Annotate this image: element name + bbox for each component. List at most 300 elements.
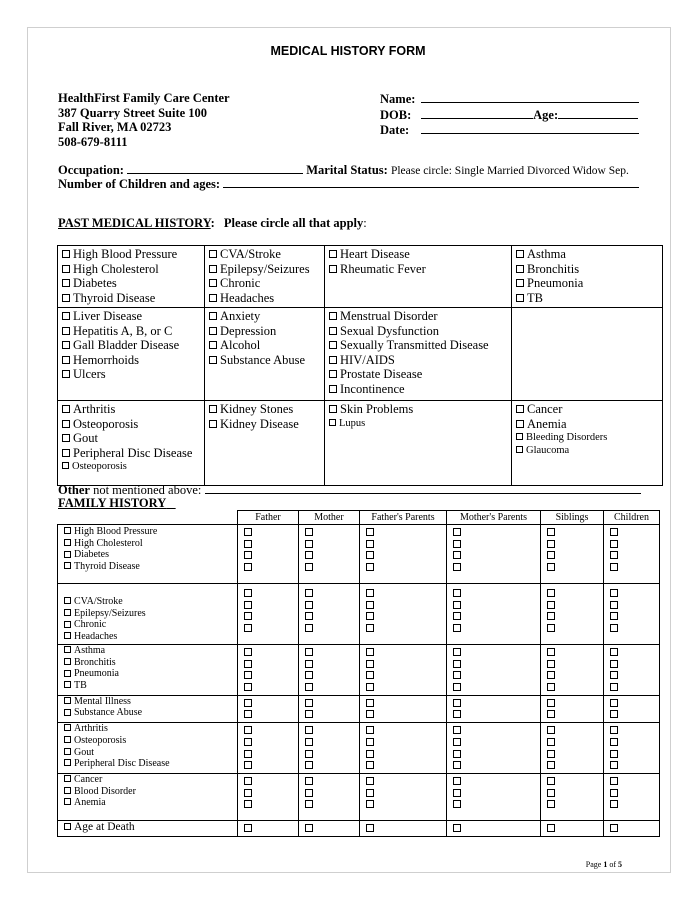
checkbox-icon[interactable] bbox=[305, 789, 313, 797]
checkbox-icon[interactable] bbox=[305, 738, 313, 746]
condition-checkbox-item[interactable] bbox=[516, 402, 658, 417]
checkbox-icon[interactable] bbox=[329, 250, 337, 258]
condition-checkbox-item[interactable] bbox=[64, 538, 237, 550]
condition-checkbox-item[interactable] bbox=[516, 247, 658, 262]
condition-checkbox-item[interactable] bbox=[329, 353, 507, 368]
checkbox-icon[interactable] bbox=[453, 528, 461, 536]
checkbox-icon[interactable] bbox=[244, 824, 252, 832]
condition-checkbox-item[interactable] bbox=[64, 619, 237, 631]
name-field[interactable] bbox=[421, 91, 639, 103]
family-member-cell bbox=[447, 773, 541, 820]
condition-checkbox-item[interactable] bbox=[209, 247, 320, 262]
checkbox-icon[interactable] bbox=[453, 648, 461, 656]
checkbox-icon[interactable] bbox=[547, 671, 555, 679]
checkbox-icon[interactable] bbox=[610, 612, 618, 620]
checkbox-icon[interactable] bbox=[366, 648, 374, 656]
condition-checkbox-item[interactable] bbox=[209, 402, 320, 417]
checkbox-icon[interactable] bbox=[305, 601, 313, 609]
condition-checkbox-item[interactable] bbox=[62, 353, 200, 368]
checkbox-icon[interactable] bbox=[453, 800, 461, 808]
checkbox-icon[interactable] bbox=[547, 710, 555, 718]
condition-checkbox-item[interactable] bbox=[62, 247, 200, 262]
checkbox-icon[interactable] bbox=[610, 800, 618, 808]
checkbox-icon[interactable] bbox=[366, 789, 374, 797]
condition-checkbox-item[interactable] bbox=[516, 291, 658, 306]
checkbox-icon[interactable] bbox=[62, 341, 70, 349]
condition-checkbox-item[interactable] bbox=[62, 338, 200, 353]
checkbox-icon[interactable] bbox=[64, 646, 71, 653]
past-history-cell bbox=[58, 308, 205, 401]
checkbox-icon[interactable] bbox=[64, 681, 71, 688]
other-label: Other bbox=[58, 483, 90, 497]
checkbox-icon[interactable] bbox=[547, 589, 555, 597]
checkbox-icon[interactable] bbox=[64, 709, 71, 716]
condition-checkbox-item[interactable] bbox=[516, 276, 658, 291]
checkbox-icon[interactable] bbox=[64, 527, 71, 534]
checkbox-icon[interactable] bbox=[547, 648, 555, 656]
checkbox-icon[interactable] bbox=[305, 563, 313, 571]
checkbox-icon[interactable] bbox=[453, 624, 461, 632]
checkbox-icon[interactable] bbox=[62, 449, 70, 457]
checkbox-icon[interactable] bbox=[244, 761, 252, 769]
checkbox-icon[interactable] bbox=[209, 341, 217, 349]
checkbox-icon[interactable] bbox=[547, 738, 555, 746]
family-member-cell bbox=[604, 773, 660, 820]
condition-checkbox-item[interactable] bbox=[209, 324, 320, 339]
checkbox-icon[interactable] bbox=[453, 660, 461, 668]
checkbox-icon[interactable] bbox=[453, 671, 461, 679]
checkbox-icon[interactable] bbox=[209, 327, 217, 335]
checkbox-icon[interactable] bbox=[610, 551, 618, 559]
condition-checkbox-item[interactable] bbox=[329, 309, 507, 324]
checkbox-icon[interactable] bbox=[366, 750, 374, 758]
checkbox-icon[interactable] bbox=[547, 612, 555, 620]
condition-checkbox-item[interactable] bbox=[64, 645, 237, 657]
condition-checkbox-item[interactable] bbox=[64, 561, 237, 573]
checkbox-icon[interactable] bbox=[366, 699, 374, 707]
checkbox-icon[interactable] bbox=[453, 601, 461, 609]
checkbox-icon[interactable] bbox=[244, 750, 252, 758]
checkbox-icon[interactable] bbox=[62, 279, 70, 287]
condition-checkbox-item[interactable] bbox=[209, 262, 320, 277]
checkbox-icon[interactable] bbox=[610, 671, 618, 679]
checkbox-icon[interactable] bbox=[516, 265, 524, 273]
checkbox-icon[interactable] bbox=[366, 528, 374, 536]
checkbox-icon[interactable] bbox=[305, 589, 313, 597]
checkbox-icon[interactable] bbox=[329, 312, 337, 320]
condition-checkbox-item[interactable] bbox=[329, 382, 507, 397]
family-member-cell bbox=[299, 584, 360, 645]
checkbox-icon[interactable] bbox=[366, 671, 374, 679]
checkbox-icon[interactable] bbox=[305, 671, 313, 679]
condition-checkbox-item[interactable] bbox=[64, 608, 237, 620]
checkbox-icon[interactable] bbox=[64, 724, 71, 731]
condition-checkbox-item[interactable] bbox=[516, 417, 658, 432]
checkbox-icon[interactable] bbox=[305, 624, 313, 632]
checkbox-icon[interactable] bbox=[64, 697, 71, 704]
checkbox-icon[interactable] bbox=[516, 279, 524, 287]
condition-checkbox-item[interactable] bbox=[329, 338, 507, 353]
checkbox-icon[interactable] bbox=[453, 726, 461, 734]
checkbox-icon[interactable] bbox=[64, 658, 71, 665]
checkbox-icon[interactable] bbox=[64, 562, 71, 569]
condition-checkbox-item[interactable] bbox=[62, 291, 200, 306]
checkbox-icon[interactable] bbox=[547, 540, 555, 548]
checkbox-icon[interactable] bbox=[244, 710, 252, 718]
checkbox-icon[interactable] bbox=[329, 370, 337, 378]
checkbox-icon[interactable] bbox=[244, 648, 252, 656]
checkbox-icon[interactable] bbox=[209, 405, 217, 413]
checkbox-icon[interactable] bbox=[453, 761, 461, 769]
checkbox-icon[interactable] bbox=[62, 462, 69, 469]
checkbox-icon[interactable] bbox=[305, 800, 313, 808]
checkbox-icon[interactable] bbox=[64, 621, 71, 628]
condition-checkbox-item[interactable] bbox=[62, 417, 200, 432]
checkbox-icon[interactable] bbox=[64, 748, 71, 755]
checkbox-icon[interactable] bbox=[366, 761, 374, 769]
condition-checkbox-item[interactable] bbox=[64, 668, 237, 680]
checkbox-icon[interactable] bbox=[244, 660, 252, 668]
checkbox-icon[interactable] bbox=[64, 775, 71, 782]
family-member-cell bbox=[604, 820, 660, 836]
checkbox-icon[interactable] bbox=[209, 356, 217, 364]
checkbox-icon[interactable] bbox=[64, 597, 71, 604]
checkbox-icon[interactable] bbox=[329, 385, 337, 393]
condition-label: Blood Disorder bbox=[74, 785, 136, 797]
checkbox-icon[interactable] bbox=[366, 589, 374, 597]
checkbox-icon[interactable] bbox=[64, 798, 71, 805]
checkbox-icon[interactable] bbox=[547, 750, 555, 758]
checkbox-icon[interactable] bbox=[547, 563, 555, 571]
checkbox-icon[interactable] bbox=[329, 327, 337, 335]
checkbox-icon[interactable] bbox=[366, 540, 374, 548]
family-history-row bbox=[58, 584, 660, 645]
checkbox-icon[interactable] bbox=[453, 551, 461, 559]
checkbox-icon[interactable] bbox=[62, 370, 70, 378]
condition-checkbox-item[interactable] bbox=[62, 431, 200, 446]
checkbox-icon[interactable] bbox=[453, 683, 461, 691]
checkbox-icon[interactable] bbox=[244, 789, 252, 797]
other-field[interactable] bbox=[205, 482, 641, 494]
checkbox-icon[interactable] bbox=[610, 761, 618, 769]
clinic-city: Fall River, MA 02723 bbox=[58, 120, 172, 134]
checkbox-icon[interactable] bbox=[610, 789, 618, 797]
condition-label: Mental Illness bbox=[74, 695, 131, 707]
condition-checkbox-item[interactable] bbox=[64, 680, 237, 692]
checkbox-icon[interactable] bbox=[62, 356, 70, 364]
checkbox-icon[interactable] bbox=[64, 736, 71, 743]
condition-checkbox-item[interactable] bbox=[516, 444, 658, 457]
marital-options[interactable]: Please circle: Single Married Divorced Widow Sep. bbox=[390, 165, 629, 177]
condition-checkbox-item[interactable] bbox=[329, 402, 507, 417]
checkbox-icon[interactable] bbox=[366, 738, 374, 746]
condition-checkbox-item[interactable] bbox=[64, 657, 237, 669]
checkbox-icon[interactable] bbox=[305, 761, 313, 769]
condition-checkbox-item[interactable] bbox=[62, 460, 200, 473]
checkbox-icon[interactable] bbox=[453, 540, 461, 548]
checkbox-icon[interactable] bbox=[64, 759, 71, 766]
condition-checkbox-item[interactable] bbox=[62, 276, 200, 291]
checkbox-icon[interactable] bbox=[453, 824, 461, 832]
checkbox-icon[interactable] bbox=[305, 612, 313, 620]
checkbox-icon[interactable] bbox=[366, 624, 374, 632]
condition-label: Bleeding Disorders bbox=[526, 432, 608, 443]
checkbox-icon[interactable] bbox=[610, 710, 618, 718]
family-member-cell bbox=[238, 584, 299, 645]
checkbox-icon[interactable] bbox=[516, 420, 524, 428]
checkbox-icon[interactable] bbox=[244, 551, 252, 559]
checkbox-icon[interactable] bbox=[366, 777, 374, 785]
condition-checkbox-item[interactable] bbox=[209, 291, 320, 306]
checkbox-icon[interactable] bbox=[209, 312, 217, 320]
checkbox-icon[interactable] bbox=[366, 726, 374, 734]
checkbox-icon[interactable] bbox=[366, 660, 374, 668]
checkbox-icon[interactable] bbox=[305, 660, 313, 668]
checkbox-icon[interactable] bbox=[209, 265, 217, 273]
checkbox-icon[interactable] bbox=[305, 551, 313, 559]
age-field[interactable] bbox=[558, 107, 638, 119]
checkbox-icon[interactable] bbox=[610, 738, 618, 746]
condition-label: Alcohol bbox=[220, 338, 261, 352]
checkbox-icon[interactable] bbox=[453, 563, 461, 571]
children-label: Number of Children and ages: bbox=[58, 177, 221, 191]
checkbox-icon[interactable] bbox=[64, 551, 71, 558]
checkbox-icon[interactable] bbox=[453, 738, 461, 746]
checkbox-icon[interactable] bbox=[610, 750, 618, 758]
checkbox-icon[interactable] bbox=[209, 250, 217, 258]
checkbox-icon[interactable] bbox=[610, 660, 618, 668]
checkbox-icon[interactable] bbox=[64, 539, 71, 546]
checkbox-icon[interactable] bbox=[305, 683, 313, 691]
condition-checkbox-item[interactable] bbox=[516, 431, 658, 444]
checkbox-icon[interactable] bbox=[453, 789, 461, 797]
checkbox-icon[interactable] bbox=[366, 800, 374, 808]
condition-checkbox-item[interactable] bbox=[209, 417, 320, 432]
family-member-cell bbox=[238, 525, 299, 584]
checkbox-icon[interactable] bbox=[366, 824, 374, 832]
checkbox-icon[interactable] bbox=[610, 699, 618, 707]
condition-checkbox-item[interactable] bbox=[62, 367, 200, 382]
checkbox-icon[interactable] bbox=[62, 327, 70, 335]
condition-checkbox-item[interactable] bbox=[64, 786, 237, 798]
checkbox-icon[interactable] bbox=[244, 612, 252, 620]
checkbox-icon[interactable] bbox=[610, 683, 618, 691]
checkbox-icon[interactable] bbox=[64, 632, 71, 639]
checkbox-icon[interactable] bbox=[547, 660, 555, 668]
condition-checkbox-item[interactable] bbox=[64, 549, 237, 561]
condition-checkbox-item[interactable] bbox=[64, 526, 237, 538]
checkbox-icon[interactable] bbox=[64, 787, 71, 794]
checkbox-icon[interactable] bbox=[366, 551, 374, 559]
checkbox-icon[interactable] bbox=[62, 265, 70, 273]
checkbox-icon[interactable] bbox=[547, 601, 555, 609]
checkbox-icon[interactable] bbox=[366, 710, 374, 718]
past-history-row bbox=[58, 401, 663, 486]
condition-checkbox-item[interactable] bbox=[64, 696, 237, 708]
checkbox-icon[interactable] bbox=[244, 563, 252, 571]
family-history-conditions bbox=[58, 820, 238, 836]
checkbox-icon[interactable] bbox=[64, 609, 71, 616]
checkbox-icon[interactable] bbox=[305, 540, 313, 548]
checkbox-icon[interactable] bbox=[329, 419, 336, 426]
checkbox-icon[interactable] bbox=[547, 551, 555, 559]
checkbox-icon[interactable] bbox=[547, 777, 555, 785]
checkbox-icon[interactable] bbox=[64, 823, 71, 830]
checkbox-icon[interactable] bbox=[610, 589, 618, 597]
checkbox-icon[interactable] bbox=[305, 750, 313, 758]
checkbox-icon[interactable] bbox=[305, 710, 313, 718]
condition-checkbox-item[interactable] bbox=[64, 747, 237, 759]
family-member-cell bbox=[447, 584, 541, 645]
checkbox-icon[interactable] bbox=[547, 699, 555, 707]
checkbox-icon[interactable] bbox=[244, 589, 252, 597]
checkbox-icon[interactable] bbox=[516, 433, 523, 440]
past-history-cell bbox=[325, 308, 512, 401]
checkbox-icon[interactable] bbox=[62, 434, 70, 442]
condition-checkbox-item[interactable] bbox=[329, 367, 507, 382]
checkbox-icon[interactable] bbox=[547, 683, 555, 691]
family-member-cell bbox=[447, 525, 541, 584]
checkbox-icon[interactable] bbox=[62, 405, 70, 413]
condition-checkbox-item[interactable] bbox=[64, 822, 237, 834]
condition-checkbox-item[interactable] bbox=[64, 596, 237, 608]
checkbox-icon[interactable] bbox=[244, 624, 252, 632]
condition-checkbox-item[interactable] bbox=[64, 774, 237, 786]
checkbox-icon[interactable] bbox=[366, 601, 374, 609]
checkbox-icon[interactable] bbox=[610, 726, 618, 734]
checkbox-icon[interactable] bbox=[244, 683, 252, 691]
checkbox-icon[interactable] bbox=[244, 528, 252, 536]
condition-checkbox-item[interactable] bbox=[64, 631, 237, 643]
checkbox-icon[interactable] bbox=[244, 777, 252, 785]
checkbox-icon[interactable] bbox=[62, 294, 70, 302]
checkbox-icon[interactable] bbox=[453, 750, 461, 758]
checkbox-icon[interactable] bbox=[547, 624, 555, 632]
checkbox-icon[interactable] bbox=[453, 699, 461, 707]
condition-checkbox-item[interactable] bbox=[62, 309, 200, 324]
checkbox-icon[interactable] bbox=[305, 648, 313, 656]
condition-checkbox-item[interactable] bbox=[62, 402, 200, 417]
checkbox-icon[interactable] bbox=[453, 710, 461, 718]
checkbox-icon[interactable] bbox=[305, 824, 313, 832]
condition-label: Epilepsy/Seizures bbox=[220, 261, 310, 276]
checkbox-icon[interactable] bbox=[547, 789, 555, 797]
checkbox-icon[interactable] bbox=[209, 420, 217, 428]
children-field[interactable] bbox=[223, 176, 639, 188]
condition-checkbox-item[interactable] bbox=[62, 262, 200, 277]
checkbox-icon[interactable] bbox=[244, 738, 252, 746]
checkbox-icon[interactable] bbox=[329, 405, 337, 413]
age-label: Age: bbox=[533, 107, 559, 122]
checkbox-icon[interactable] bbox=[610, 601, 618, 609]
checkbox-icon[interactable] bbox=[305, 777, 313, 785]
condition-checkbox-item[interactable] bbox=[64, 758, 237, 770]
checkbox-icon[interactable] bbox=[62, 312, 70, 320]
checkbox-icon[interactable] bbox=[64, 670, 71, 677]
condition-checkbox-item[interactable] bbox=[64, 723, 237, 735]
checkbox-icon[interactable] bbox=[610, 777, 618, 785]
checkbox-icon[interactable] bbox=[209, 294, 217, 302]
condition-checkbox-item[interactable] bbox=[329, 324, 507, 339]
checkbox-icon[interactable] bbox=[547, 528, 555, 536]
condition-checkbox-item[interactable] bbox=[64, 707, 237, 719]
patient-fields bbox=[380, 91, 639, 138]
checkbox-icon[interactable] bbox=[453, 777, 461, 785]
condition-checkbox-item[interactable] bbox=[209, 276, 320, 291]
checkbox-icon[interactable] bbox=[366, 683, 374, 691]
condition-checkbox-item[interactable] bbox=[329, 247, 507, 262]
checkbox-icon[interactable] bbox=[453, 589, 461, 597]
checkbox-icon[interactable] bbox=[244, 726, 252, 734]
checkbox-icon[interactable] bbox=[305, 726, 313, 734]
occupation-field[interactable] bbox=[127, 162, 303, 174]
checkbox-icon[interactable] bbox=[62, 420, 70, 428]
checkbox-icon[interactable] bbox=[62, 250, 70, 258]
family-member-cell bbox=[541, 695, 604, 722]
condition-label: Osteoporosis bbox=[73, 416, 139, 431]
past-history-instruction: Please circle all that apply bbox=[223, 216, 364, 230]
past-history-cell bbox=[325, 246, 512, 308]
condition-checkbox-item[interactable] bbox=[516, 262, 658, 277]
checkbox-icon[interactable] bbox=[516, 294, 524, 302]
checkbox-icon[interactable] bbox=[453, 612, 461, 620]
checkbox-icon[interactable] bbox=[329, 356, 337, 364]
condition-checkbox-item[interactable] bbox=[64, 735, 237, 747]
checkbox-icon[interactable] bbox=[366, 612, 374, 620]
checkbox-icon[interactable] bbox=[610, 528, 618, 536]
checkbox-icon[interactable] bbox=[244, 699, 252, 707]
condition-checkbox-item[interactable] bbox=[329, 262, 507, 277]
checkbox-icon[interactable] bbox=[244, 601, 252, 609]
checkbox-icon[interactable] bbox=[366, 563, 374, 571]
condition-label: TB bbox=[74, 680, 87, 692]
checkbox-icon[interactable] bbox=[610, 824, 618, 832]
checkbox-icon[interactable] bbox=[516, 446, 523, 453]
condition-checkbox-item[interactable] bbox=[329, 417, 507, 430]
date-field[interactable] bbox=[421, 122, 639, 134]
checkbox-icon[interactable] bbox=[547, 726, 555, 734]
checkbox-icon[interactable] bbox=[244, 671, 252, 679]
condition-checkbox-item[interactable] bbox=[64, 797, 237, 809]
checkbox-icon[interactable] bbox=[244, 540, 252, 548]
family-history-table bbox=[57, 510, 660, 837]
checkbox-icon[interactable] bbox=[547, 824, 555, 832]
column-header: Father bbox=[238, 511, 299, 525]
condition-checkbox-item[interactable] bbox=[209, 353, 320, 368]
checkbox-icon[interactable] bbox=[547, 761, 555, 769]
condition-label: Gout bbox=[74, 746, 94, 758]
checkbox-icon[interactable] bbox=[305, 699, 313, 707]
checkbox-icon[interactable] bbox=[516, 405, 524, 413]
checkbox-icon[interactable] bbox=[329, 341, 337, 349]
condition-checkbox-item[interactable] bbox=[209, 309, 320, 324]
checkbox-icon[interactable] bbox=[305, 528, 313, 536]
checkbox-icon[interactable] bbox=[610, 648, 618, 656]
condition-checkbox-item[interactable] bbox=[62, 324, 200, 339]
checkbox-icon[interactable] bbox=[516, 250, 524, 258]
family-history-conditions bbox=[58, 773, 238, 820]
condition-checkbox-item[interactable] bbox=[62, 446, 200, 461]
checkbox-icon[interactable] bbox=[244, 800, 252, 808]
checkbox-icon[interactable] bbox=[329, 265, 337, 273]
checkbox-icon[interactable] bbox=[547, 800, 555, 808]
dob-field[interactable] bbox=[421, 107, 533, 119]
checkbox-icon[interactable] bbox=[209, 279, 217, 287]
checkbox-icon[interactable] bbox=[610, 563, 618, 571]
condition-checkbox-item[interactable] bbox=[209, 338, 320, 353]
checkbox-icon[interactable] bbox=[610, 540, 618, 548]
checkbox-icon[interactable] bbox=[610, 624, 618, 632]
